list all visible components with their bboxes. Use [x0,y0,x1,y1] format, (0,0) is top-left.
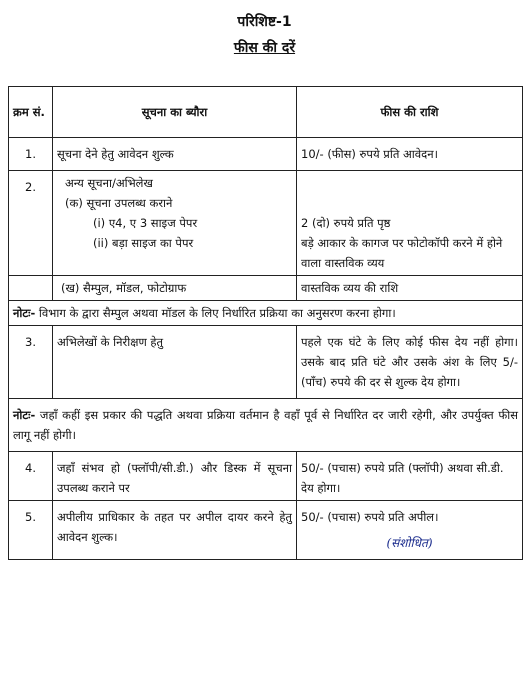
row-info: अभिलेखों के निरीक्षण हेतु [53,326,297,399]
row-fee-a1: 2 (दो) रुपये प्रति पृष्ठ [301,216,391,230]
note-text: विभाग के द्वारा सैम्पुल अथवा मॉडल के लिए निर्धारित प्रक्रिया का अनुसरण करना होगा। [38,306,396,320]
col-header-info: सूचना का ब्यौरा [53,87,297,138]
col-header-fee: फीस की राशि [297,87,523,138]
note-row [9,399,523,452]
row-fee: पहले एक घंटे के लिए कोई फीस देय नहीं होगा। उसके बाद प्रति घंटे और उसके अंश के लिए 5/- (पाँच) रुपये की दर से शुल्क देय होगा। [297,326,523,399]
note-label: नोटः- [13,306,36,320]
row-fee: 50/- (पचास) रुपये प्रति (फ्लॉपी) अथवा सी.डी. देय होगा। [297,452,523,501]
note-row [9,301,523,326]
table-row [9,138,523,171]
fee-table [8,86,523,560]
row-info-sub-a1: (i) ए4, ए 3 साइज पेपर [93,216,198,230]
handwritten-amendment: (संशोधित) [386,536,433,550]
col-header-serial: क्रम सं. [9,87,53,138]
row-number: 1. [9,138,53,171]
row-info-title: अन्य सूचना/अभिलेख [65,176,153,190]
row-number: 3. [9,326,53,399]
table-row [9,276,523,301]
row-info: अपीलीय प्राधिकार के तहत पर अपील दायर करने हेतु आवेदन शुल्क। [53,501,297,560]
row-fee: वास्तविक व्यय की राशि [297,276,523,301]
row-fee-a2: बड़े आकार के कागज पर फोटोकॉपी करने में होने वाला वास्तविक व्यय [301,236,503,270]
row-fee [297,501,523,560]
table-header-row [9,87,523,138]
note-text: जहाँ कहीं इस प्रकार की पद्धति अथवा प्रक्रिया वर्तमान है वहाँ पूर्व से निर्धारित दर जारी रहेगी, और उपर्युक्त फीस लागू नहीं होगी। [13,408,518,442]
table-row [9,326,523,399]
row-info [53,171,297,276]
row-fee [297,171,523,276]
row-fee: 10/- (फीस) रुपये प्रति आवेदन। [297,138,523,171]
row-info: सूचना देने हेतु आवेदन शुल्क [53,138,297,171]
row-number: 2. [9,171,53,276]
row-info-sub-a2: (ii) बड़ा साइज का पेपर [93,236,194,250]
table-row [9,171,523,276]
row-number-empty [9,276,53,301]
table-row [9,501,523,560]
page-title: फीस की दरें [233,40,296,56]
table-row [9,452,523,501]
note-label: नोटः- [13,408,36,422]
appendix-heading: परिशिष्ट-1 [237,14,292,30]
row-number: 4. [9,452,53,501]
row-fee-text: 50/- (पचास) रुपये प्रति अपील। [301,510,439,524]
row-info: (ख) सैम्पुल, मॉडल, फोटोग्राफ [53,276,297,301]
row-info-sub-a: (क) सूचना उपलब्ध कराने [65,196,173,210]
row-info: जहाँ संभव हो (फ्लॉपी/सी.डी.) और डिस्क में सूचना उपलब्ध कराने पर [53,452,297,501]
note [9,301,523,326]
row-number: 5. [9,501,53,560]
note [9,399,523,452]
